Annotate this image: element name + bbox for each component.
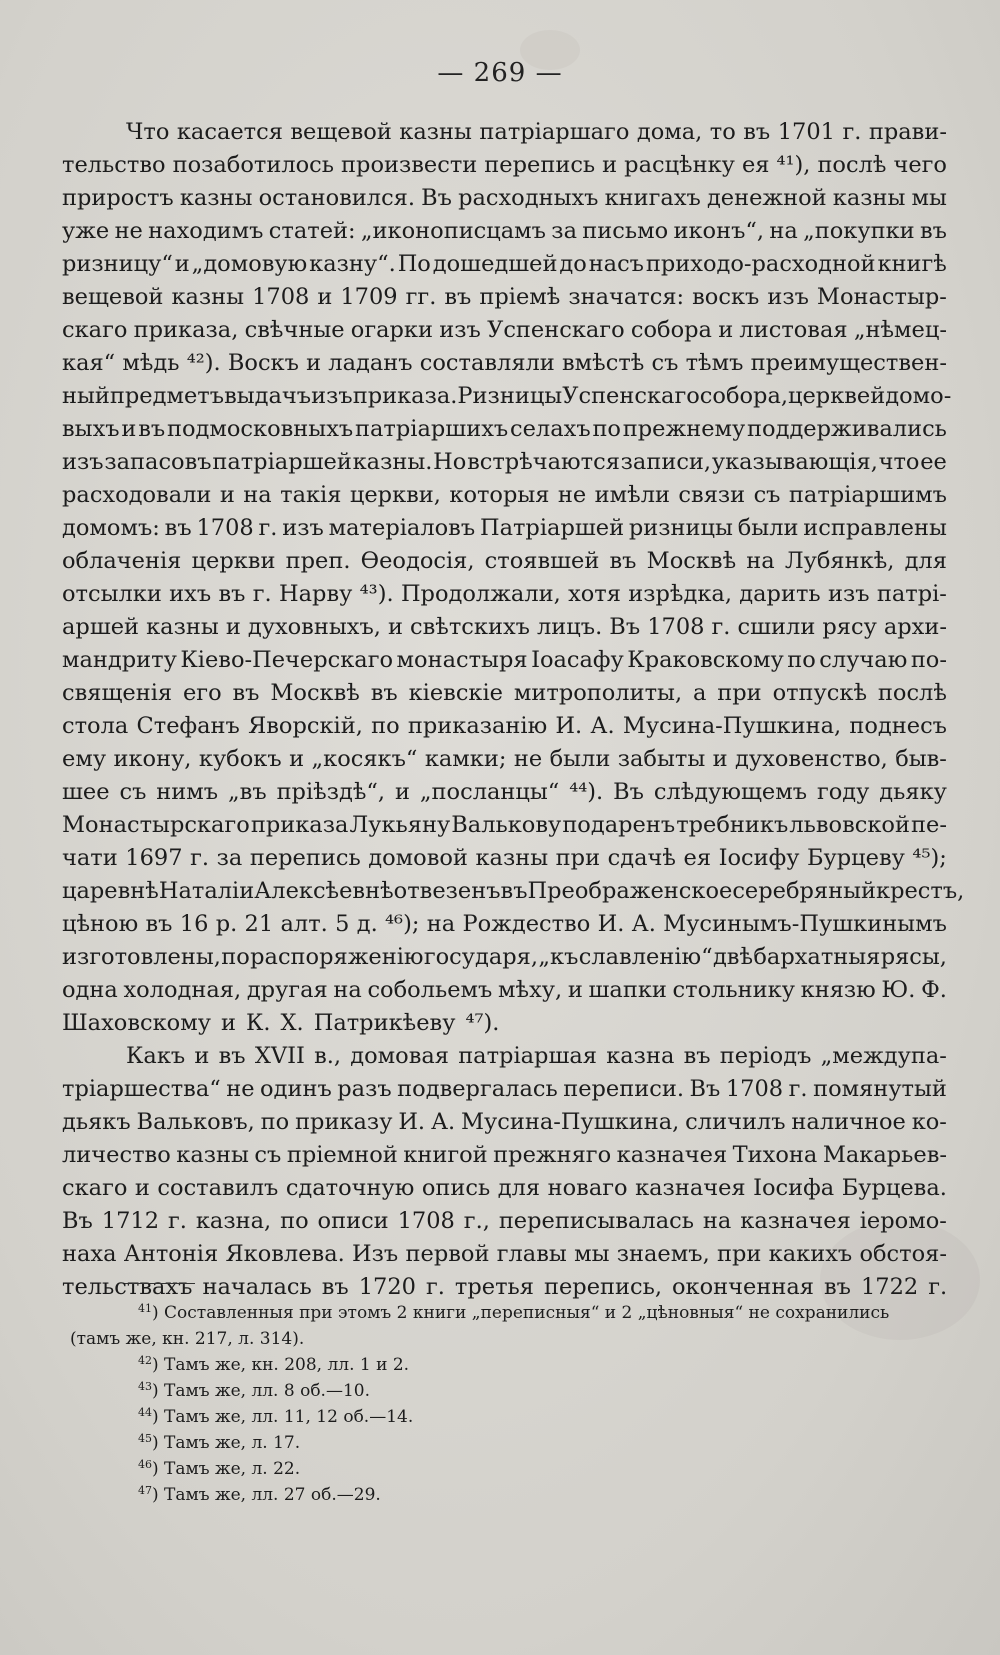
text-line: ный предметъ выдачъ изъ приказа. Ризницы Успенскаго собора, церквей домо- [62, 383, 952, 409]
text-line: аршей казны и духовныхъ, и свѣтскихъ лицъ. Въ 1708 г. сшили рясу архи- [62, 614, 947, 640]
text-line: Монастырскаго приказа Лукьяну Валькову подаренъ требникъ львовской пе- [62, 812, 947, 838]
text-line: изготовлены, по распоряженію государя, „къ славленію“ двѣ бархатныя рясы, [62, 944, 947, 970]
footnote [70, 1404, 950, 1430]
text-line: вещевой казны 1708 и 1709 гг. въ пріемѣ значатся: воскъ изъ Монастыр- [62, 284, 947, 310]
text-line: отсылки ихъ въ г. Нарву ⁴³). Продолжали, хотя изрѣдка, дарить изъ патрі- [62, 581, 947, 607]
text-line: облаченія церкви преп. Ѳеодосія, стоявшей въ Москвѣ на Лубянкѣ, для [62, 548, 947, 574]
text-line: Шаховскому и К. Х. Патрикѣеву ⁴⁷). [62, 1010, 500, 1036]
footnote [70, 1482, 950, 1508]
text-line: скаго приказа, свѣчные огарки изъ Успенскаго собора и листовая „нѣмец- [62, 317, 947, 343]
text-line: скаго и составилъ сдаточную опись для новаго казначея Іосифа Бурцева. [62, 1175, 947, 1201]
body-text [62, 116, 965, 1304]
footnote-text: ) Тамъ же, лл. 27 об.—29. [152, 1485, 381, 1505]
footnote-number: 41 [138, 1302, 152, 1315]
footnote-number: 44 [138, 1406, 152, 1419]
footnote [70, 1456, 950, 1482]
footnote [70, 1378, 950, 1404]
text-line: шее съ нимъ „въ пріѣздѣ“, и „посланцы“ ⁴⁴). Въ слѣдующемъ году дьяку [62, 779, 947, 805]
footnotes [70, 1300, 950, 1508]
footnote-number: 46 [138, 1458, 152, 1471]
text-line: расходовали и на такія церкви, которыя не имѣли связи съ патріаршимъ [62, 482, 947, 508]
text-line: уже не находимъ статей: „иконописцамъ за письмо иконъ“, на „покупки въ [62, 218, 947, 244]
footnote-continuation: (тамъ же, кн. 217, л. 314). [70, 1329, 305, 1349]
text-line: ризницу“ и „домовую казну“. По дошедшей до насъ приходо-расходной книгѣ [62, 251, 947, 277]
footnote-number: 42 [138, 1354, 152, 1367]
page-number: — 269 — [437, 58, 563, 88]
text-line: изъ запасовъ патріаршей казны. Но встрѣчаются записи, указывающія, что ее [62, 449, 947, 475]
text-line: чати 1697 г. за перепись домовой казны при сдачѣ ея Іосифу Бурцеву ⁴⁵); [62, 845, 947, 871]
footnote [70, 1300, 950, 1326]
text-line: мандриту Кіево-Печерскаго монастыря Іоасафу Краковскому по случаю по- [62, 647, 947, 673]
text-line: наха Антонія Яковлева. Изъ первой главы мы знаемъ, при какихъ обстоя- [62, 1241, 947, 1267]
text-line: личество казны съ пріемной книгой прежняго казначея Тихона Макарьев- [62, 1142, 947, 1168]
text-line: Какъ и въ XVII в., домовая патріаршая казна въ періодъ „междупа- [126, 1043, 947, 1069]
text-line: царевнѣ Наталіи Алексѣевнѣ отвезенъ въ Преображенское серебряный крестъ, [62, 878, 965, 904]
text-line: домомъ: въ 1708 г. изъ матеріаловъ Патріаршей ризницы были исправлены [62, 515, 947, 541]
footnote-text: ) Тамъ же, л. 17. [152, 1433, 301, 1453]
footnote-text: ) Тамъ же, лл. 11, 12 об.—14. [152, 1407, 414, 1427]
text-line: выхъ и въ подмосковныхъ патріаршихъ селахъ по прежнему поддерживались [62, 416, 947, 442]
footnote-text: ) Составленныя при этомъ 2 книги „переписныя“ и 2 „цѣновныя“ не сохранились [152, 1303, 890, 1323]
footnote-number: 43 [138, 1380, 152, 1393]
text-line: тельство позаботилось произвести перепись и расцѣнку ея ⁴¹), послѣ чего [62, 152, 947, 178]
text-line: цѣною въ 16 р. 21 алт. 5 д. ⁴⁶); на Рождество И. А. Мусинымъ-Пушкинымъ [62, 911, 947, 937]
footnote-text: ) Тамъ же, лл. 8 об.—10. [152, 1381, 370, 1401]
text-line: приростъ казны остановился. Въ расходныхъ книгахъ денежной казны мы [62, 185, 947, 211]
text-line: одна холодная, другая на собольемъ мѣху, и шапки стольнику князю Ю. Ф. [62, 977, 947, 1003]
footnote-divider [125, 1283, 195, 1284]
footnote-number: 45 [138, 1432, 152, 1445]
text-line: Въ 1712 г. казна, по описи 1708 г., переписывалась на казначея іеромо- [62, 1208, 947, 1234]
footnote-number: 47 [138, 1484, 152, 1497]
text-line: стола Стефанъ Яворскій, по приказанію И. А. Мусина-Пушкина, поднесъ [62, 713, 947, 739]
text-line: кая“ мѣдь ⁴²). Воскъ и ладанъ составляли вмѣстѣ съ тѣмъ преимуществен- [62, 350, 947, 376]
text-line: дьякъ Вальковъ, по приказу И. А. Мусина-Пушкина, сличилъ наличное ко- [62, 1109, 947, 1135]
footnote-text: ) Тамъ же, л. 22. [152, 1459, 301, 1479]
text-line: тріаршества“ не одинъ разъ подвергалась переписи. Въ 1708 г. помянутый [62, 1076, 947, 1102]
text-line: тельствахъ началась въ 1720 г. третья перепись, оконченная въ 1722 г. [62, 1274, 948, 1300]
footnote [70, 1352, 950, 1378]
footnote-text: ) Тамъ же, кн. 208, лл. 1 и 2. [152, 1355, 410, 1375]
text-line: ему икону, кубокъ и „косякъ“ камки; не были забыты и духовенство, быв- [62, 746, 947, 772]
footnote [70, 1430, 950, 1456]
text-line: Что касается вещевой казны патріаршаго дома, то въ 1701 г. прави- [126, 119, 947, 145]
text-line: священія его въ Москвѣ въ кіевскіе митрополиты, а при отпускѣ послѣ [62, 680, 947, 706]
